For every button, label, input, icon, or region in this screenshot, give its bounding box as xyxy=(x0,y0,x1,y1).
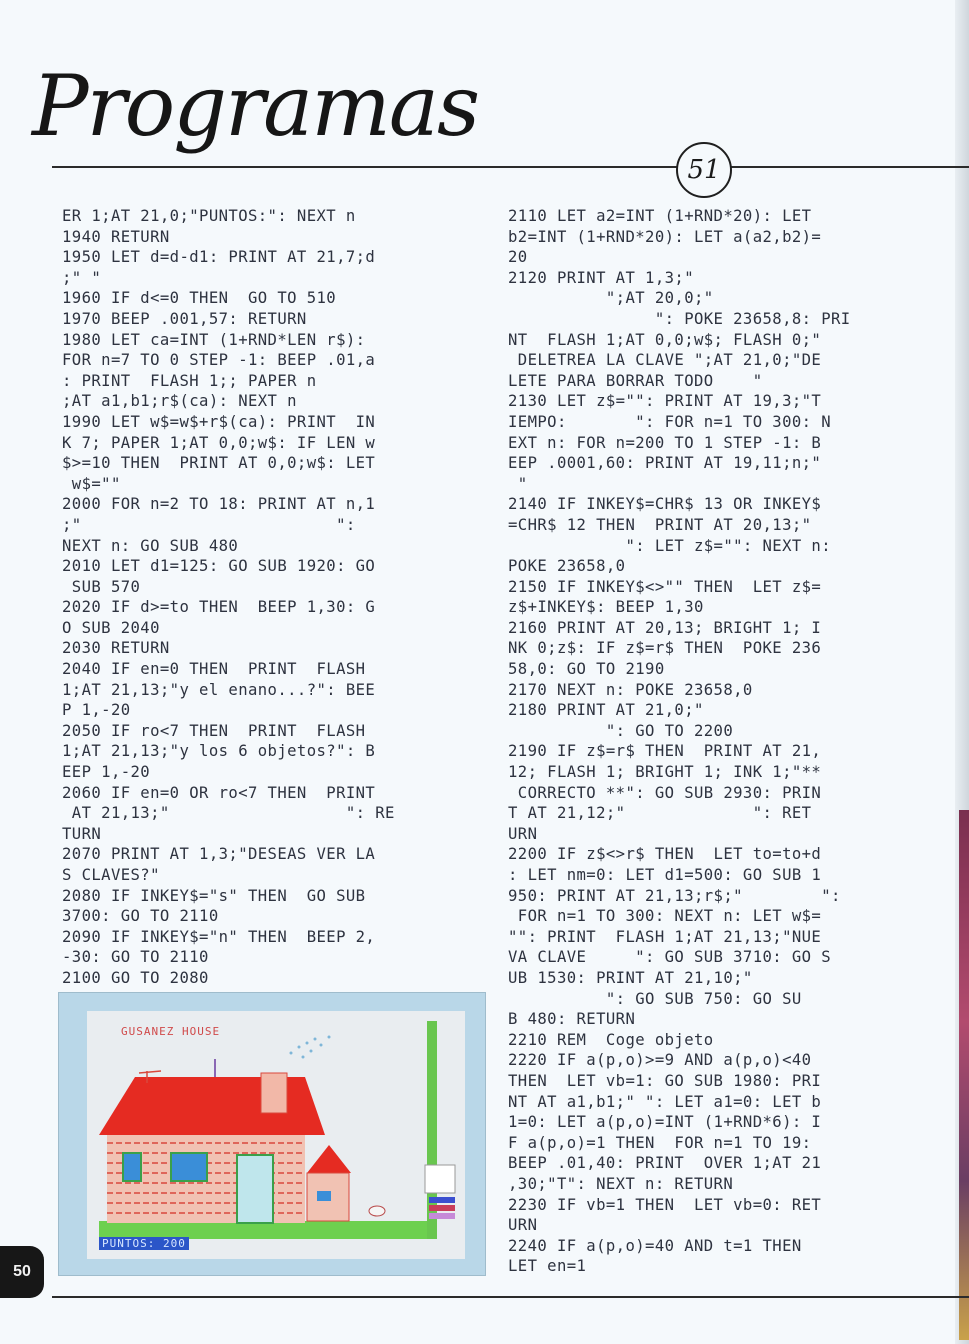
code-line: S CLAVES?" xyxy=(62,866,160,884)
code-line: w$="" xyxy=(62,474,121,493)
code-line: URN xyxy=(508,1216,538,1235)
code-line: THEN LET vb=1: GO SUB 1980: PRI xyxy=(508,1071,822,1090)
code-line: 1980 LET ca=INT (1+RND*LEN r$): xyxy=(62,330,366,349)
code-line: LET en=1 xyxy=(508,1257,587,1276)
code-line: 2000 FOR n=2 TO 18: PRINT AT n,1 xyxy=(62,495,376,514)
code-line: $>=10 THEN PRINT AT 0,0;w$: LET xyxy=(62,454,376,473)
code-line: 2160 PRINT AT 20,13; BRIGHT 1; I xyxy=(508,618,822,637)
page-tab-strip xyxy=(959,810,969,1340)
code-line: 1;AT 21,13;"y el enano...?": BEE xyxy=(62,680,376,699)
game-title-caption: GUSANEZ HOUSE xyxy=(121,1025,221,1038)
code-line: 1990 LET w$=w$+r$(ca): PRINT IN xyxy=(62,412,376,431)
code-line: 1=0: LET a(p,o)=INT (1+RND*6): I xyxy=(508,1113,822,1132)
code-line: z$+INKEY$: BEEP 1,30 xyxy=(508,598,704,617)
window-small xyxy=(123,1153,141,1181)
score-bar: PUNTOS: 200 xyxy=(99,1237,189,1250)
code-line: 2150 IF INKEY$<>"" THEN LET z$= xyxy=(508,577,822,596)
code-line: 1940 RETURN xyxy=(62,227,170,246)
code-line: 2220 IF a(p,o)>=9 AND a(p,o)<40 xyxy=(508,1051,812,1070)
code-line: 2140 IF INKEY$=CHR$ 13 OR INKEY$ xyxy=(508,495,822,514)
code-line: BEEP .01,40: PRINT OVER 1;AT 21 xyxy=(508,1154,822,1173)
code-line: 2040 IF en=0 THEN PRINT FLASH xyxy=(62,660,366,679)
code-line: ER 1;AT 21,0;"PUNTOS:": NEXT n xyxy=(62,207,356,225)
page-number: 50 xyxy=(0,1246,44,1298)
code-line: 2170 NEXT n: POKE 23658,0 xyxy=(508,680,753,699)
code-line: : LET nm=0: LET d1=500: GO SUB 1 xyxy=(508,866,822,884)
code-line: 2020 IF d>=to THEN BEEP 1,30: G xyxy=(62,598,376,617)
code-line: 1;AT 21,13;"y los 6 objetos?": B xyxy=(62,742,376,761)
code-listing-left xyxy=(62,206,462,989)
code-line: B 480: RETURN xyxy=(508,1010,636,1029)
code-line: 2030 RETURN xyxy=(62,639,170,658)
header-rule xyxy=(52,166,969,168)
window-large xyxy=(171,1153,207,1181)
code-line: ,30;"T": NEXT n: RETURN xyxy=(508,1174,734,1193)
code-line: " xyxy=(508,474,528,493)
code-line: 2210 REM Coge objeto xyxy=(508,1030,714,1049)
color-bar-purple xyxy=(429,1213,455,1219)
code-line: ": LET z$="": NEXT n: xyxy=(508,536,832,555)
code-line: CORRECTO **": GO SUB 2930: PRIN xyxy=(508,783,822,802)
code-line: 12; FLASH 1; BRIGHT 1; INK 1;"** xyxy=(508,763,822,782)
code-line: ": POKE 23658,8: PRI xyxy=(508,309,851,328)
code-line: 2190 IF z$=r$ THEN PRINT AT 21, xyxy=(508,742,822,761)
code-line: EEP 1,-20 xyxy=(62,763,151,782)
code-line: T AT 21,12;" ": RET xyxy=(508,804,812,823)
code-line: =CHR$ 12 THEN PRINT AT 20,13;" xyxy=(508,515,812,534)
chimney xyxy=(261,1073,287,1113)
code-line: POKE 23658,0 xyxy=(508,557,626,576)
code-line: 58,0: GO TO 2190 xyxy=(508,660,665,679)
code-line: UB 1530: PRINT AT 21,10;" xyxy=(508,968,753,987)
code-line: 2090 IF INKEY$="n" THEN BEEP 2, xyxy=(62,927,376,946)
code-line: AT 21,13;" ": RE xyxy=(62,804,395,823)
code-line: ";AT 20,0;" xyxy=(508,289,714,308)
code-line: LETE PARA BORRAR TODO " xyxy=(508,371,763,390)
code-line: NK 0;z$: IF z$=r$ THEN POKE 236 xyxy=(508,639,822,658)
code-line: ;" ": xyxy=(62,515,356,534)
code-line: NT FLASH 1;AT 0,0;w$; FLASH 0;" xyxy=(508,330,822,349)
color-bar-red xyxy=(429,1205,455,1211)
page-badge: 51 xyxy=(676,142,732,198)
code-line: FOR n=1 TO 300: NEXT n: LET w$= xyxy=(508,907,822,926)
code-line: 20 xyxy=(508,248,528,267)
code-line: 2010 LET d1=125: GO SUB 1920: GO xyxy=(62,557,376,576)
code-line: VA CLAVE ": GO SUB 3710: GO S xyxy=(508,948,832,967)
code-line: TURN xyxy=(62,824,102,843)
code-line: 1950 LET d=d-d1: PRINT AT 21,7;d xyxy=(62,248,376,267)
code-line: "": PRINT FLASH 1;AT 21,13;"NUE xyxy=(508,927,822,946)
code-line: 2230 IF vb=1 THEN LET vb=0: RET xyxy=(508,1195,822,1214)
code-line: F a(p,o)=1 THEN FOR n=1 TO 19: xyxy=(508,1133,812,1152)
code-line: SUB 570 xyxy=(62,577,141,596)
code-line: b2=INT (1+RND*20): LET a(a2,b2)= xyxy=(508,227,822,246)
annex-window xyxy=(317,1191,331,1201)
code-line: DELETREA LA CLAVE ";AT 21,0;"DE xyxy=(508,351,822,370)
code-line: 2100 GO TO 2080 xyxy=(62,968,209,987)
code-line: NEXT n: GO SUB 480 xyxy=(62,536,239,555)
code-line: 2080 IF INKEY$="s" THEN GO SUB xyxy=(62,886,366,905)
code-line: IEMPO: ": FOR n=1 TO 300: N xyxy=(508,412,832,431)
code-line: 2070 PRINT AT 1,3;"DESEAS VER LA xyxy=(62,845,376,864)
code-line: EXT n: FOR n=200 TO 1 STEP -1: B xyxy=(508,433,822,452)
code-line: O SUB 2040 xyxy=(62,618,160,637)
dog xyxy=(369,1206,385,1216)
code-line: P 1,-20 xyxy=(62,701,131,720)
code-line: ": GO TO 2200 xyxy=(508,721,734,740)
code-line: 2130 LET z$="": PRINT AT 19,3;"T xyxy=(508,392,822,411)
code-line: 1970 BEEP .001,57: RETURN xyxy=(62,309,307,328)
code-line: ;" " xyxy=(62,268,102,287)
front-door xyxy=(237,1155,273,1223)
side-panel xyxy=(425,1165,455,1193)
code-line: ;AT a1,b1;r$(ca): NEXT n xyxy=(62,392,297,411)
code-line: 2110 LET a2=INT (1+RND*20): LET xyxy=(508,207,812,225)
code-line: -30: GO TO 2110 xyxy=(62,948,209,967)
code-line: K 7; PAPER 1;AT 0,0;w$: IF LEN w xyxy=(62,433,376,452)
code-listing-right xyxy=(508,206,908,1277)
code-line: 2050 IF ro<7 THEN PRINT FLASH xyxy=(62,721,366,740)
code-line: URN xyxy=(508,824,538,843)
code-line: EEP .0001,60: PRINT AT 19,11;n;" xyxy=(508,454,822,473)
code-line: 1960 IF d<=0 THEN GO TO 510 xyxy=(62,289,337,308)
code-line: : PRINT FLASH 1;; PAPER n xyxy=(62,371,317,390)
house-roof xyxy=(99,1077,325,1135)
code-line: 2120 PRINT AT 1,3;" xyxy=(508,268,694,287)
code-line: 2240 IF a(p,o)=40 AND t=1 THEN xyxy=(508,1236,802,1255)
code-line: NT AT a1,b1;" ": LET a1=0: LET b xyxy=(508,1092,822,1111)
code-line: 2180 PRINT AT 21,0;" xyxy=(508,701,704,720)
color-bar-blue xyxy=(429,1197,455,1203)
code-line: ": GO SUB 750: GO SU xyxy=(508,989,802,1008)
code-line: 3700: GO TO 2110 xyxy=(62,907,219,926)
footer-rule xyxy=(52,1296,969,1298)
code-line: FOR n=7 TO 0 STEP -1: BEEP .01,a xyxy=(62,351,376,370)
code-line: 2200 IF z$<>r$ THEN LET to=to+d xyxy=(508,845,822,864)
game-screenshot xyxy=(58,992,486,1276)
code-line: 950: PRINT AT 21,13;r$;" ": xyxy=(508,886,841,905)
section-title: Programas xyxy=(32,57,479,155)
code-line: 2060 IF en=0 OR ro<7 THEN PRINT xyxy=(62,783,376,802)
